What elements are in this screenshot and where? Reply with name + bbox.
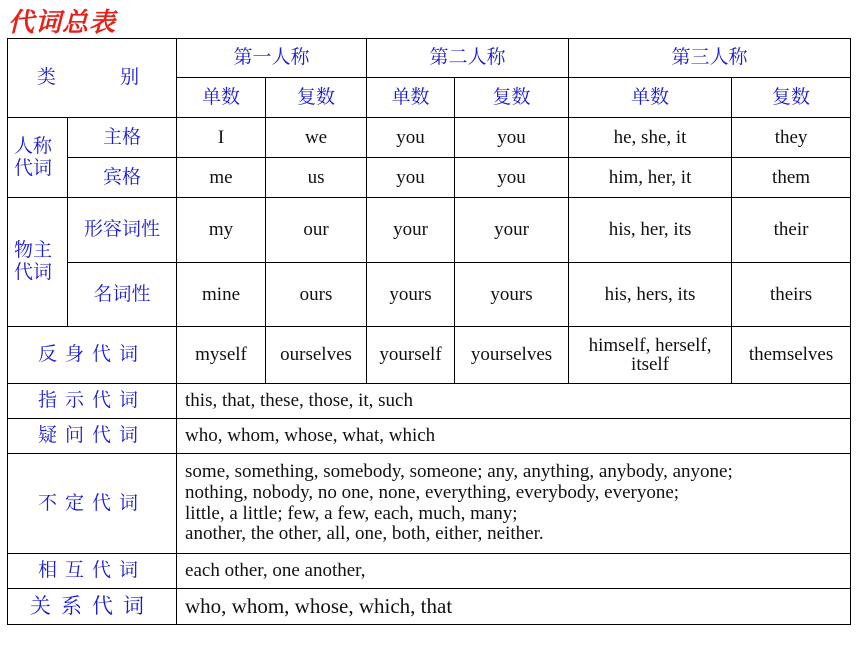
table-cell: I bbox=[177, 118, 266, 158]
demonstrative-value: this, that, these, those, it, such bbox=[177, 384, 851, 419]
third-singular-header: 单数 bbox=[569, 78, 732, 118]
indefinite-line: nothing, nobody, no one, none, everything, everybody, everyone; bbox=[185, 481, 680, 503]
table-cell: our bbox=[266, 198, 367, 263]
table-cell: yourselves bbox=[455, 327, 569, 384]
table-cell: ourselves bbox=[266, 327, 367, 384]
table-cell: they bbox=[732, 118, 851, 158]
second-singular-header: 单数 bbox=[367, 78, 455, 118]
reflexive-row bbox=[8, 327, 851, 384]
table-cell: you bbox=[367, 158, 455, 198]
category-header: 类 别 bbox=[8, 39, 177, 118]
relative-label: 关系代词 bbox=[8, 589, 177, 625]
table-cell: you bbox=[367, 118, 455, 158]
first-singular-header: 单数 bbox=[177, 78, 266, 118]
table-cell: them bbox=[732, 158, 851, 198]
relative-row bbox=[8, 589, 851, 625]
personal-pronoun-group-label: 人称代词 bbox=[8, 118, 68, 198]
demonstrative-row bbox=[8, 384, 851, 419]
table-cell: he, she, it bbox=[569, 118, 732, 158]
reciprocal-row bbox=[8, 554, 851, 589]
possessive-pronoun-group-label: 物主代词 bbox=[8, 198, 68, 327]
second-plural-header: 复数 bbox=[455, 78, 569, 118]
table-cell: you bbox=[455, 158, 569, 198]
indefinite-row bbox=[8, 454, 851, 554]
table-cell: theirs bbox=[732, 263, 851, 327]
table-cell: his, hers, its bbox=[569, 263, 732, 327]
table-cell: his, her, its bbox=[569, 198, 732, 263]
reflexive-label: 反身代词 bbox=[8, 327, 177, 384]
object-case-label: 宾格 bbox=[68, 158, 177, 198]
reflexive-third-singular-line-1: himself, herself, bbox=[588, 335, 712, 356]
table-cell: him, her, it bbox=[569, 158, 732, 198]
adjective-possessive-label: 形容词性 bbox=[68, 198, 177, 263]
indefinite-value bbox=[177, 454, 851, 554]
table-cell: your bbox=[455, 198, 569, 263]
indefinite-line: some, something, somebody, someone; any, anything, anybody, anyone; bbox=[185, 461, 733, 483]
table-cell: we bbox=[266, 118, 367, 158]
noun-possessive-row bbox=[8, 263, 851, 327]
subject-case-row bbox=[8, 118, 851, 158]
interrogative-value: who, whom, whose, what, which bbox=[177, 419, 851, 454]
reciprocal-value: each other, one another, bbox=[177, 554, 851, 589]
header-row-person bbox=[8, 39, 851, 78]
reflexive-third-singular-line-2: itself bbox=[631, 354, 670, 375]
relative-value: who, whom, whose, which, that bbox=[177, 589, 851, 625]
page-title: 代词总表 bbox=[8, 8, 117, 38]
table-cell: us bbox=[266, 158, 367, 198]
second-person-header: 第二人称 bbox=[367, 39, 569, 78]
object-case-row bbox=[8, 158, 851, 198]
table-cell: yourself bbox=[367, 327, 455, 384]
table-cell: my bbox=[177, 198, 266, 263]
reciprocal-label: 相互代词 bbox=[8, 554, 177, 589]
interrogative-row bbox=[8, 419, 851, 454]
noun-possessive-label: 名词性 bbox=[68, 263, 177, 327]
indefinite-label: 不定代词 bbox=[8, 454, 177, 554]
table-cell: yours bbox=[455, 263, 569, 327]
indefinite-line: another, the other, all, one, both, either, neither. bbox=[185, 523, 544, 545]
table-cell: you bbox=[455, 118, 569, 158]
indefinite-line: little, a little; few, a few, each, much, many; bbox=[185, 502, 518, 524]
first-plural-header: 复数 bbox=[266, 78, 367, 118]
interrogative-label: 疑问代词 bbox=[8, 419, 177, 454]
third-person-header: 第三人称 bbox=[569, 39, 851, 78]
table-cell: their bbox=[732, 198, 851, 263]
table-cell: ours bbox=[266, 263, 367, 327]
table-cell: yours bbox=[367, 263, 455, 327]
adjective-possessive-row bbox=[8, 198, 851, 263]
table-cell: themselves bbox=[732, 327, 851, 384]
table-cell: myself bbox=[177, 327, 266, 384]
demonstrative-label: 指示代词 bbox=[8, 384, 177, 419]
table-cell: mine bbox=[177, 263, 266, 327]
table-cell: me bbox=[177, 158, 266, 198]
table-cell: your bbox=[367, 198, 455, 263]
table-cell bbox=[569, 327, 732, 384]
third-plural-header: 复数 bbox=[732, 78, 851, 118]
subject-case-label: 主格 bbox=[68, 118, 177, 158]
pronoun-table bbox=[7, 38, 851, 625]
first-person-header: 第一人称 bbox=[177, 39, 367, 78]
